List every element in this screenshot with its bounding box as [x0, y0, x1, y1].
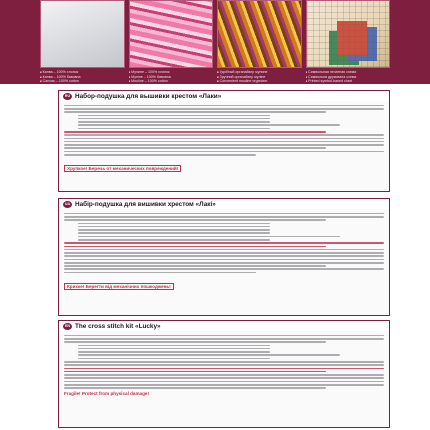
photo-thread-organizer	[217, 0, 302, 68]
feature-item: ■ Зручний органайзер муліне	[217, 75, 302, 80]
feature-item: ■ Символьная печатная схема	[306, 70, 391, 75]
fragile-warning: Крихке! Берегти від механічних пошкоджень!	[64, 283, 174, 290]
feature-item: ■ Printed symbol-based chart	[306, 79, 391, 84]
language-badge: RU	[64, 94, 71, 98]
feature-item: ■ Канва – 100% бавовна	[40, 75, 125, 80]
feature-item: ■ Мулине – 100% хлопок	[129, 70, 214, 75]
feature-col-organizer	[217, 68, 302, 84]
section-body	[59, 331, 389, 396]
header-band	[0, 0, 430, 84]
feature-item: ■ Convenient mouline organizer	[217, 79, 302, 84]
section-title-bar	[59, 199, 389, 209]
feature-item: ■ Муліне – 100% бавовна	[129, 75, 214, 80]
photo-pillow	[40, 0, 125, 68]
section-english	[58, 320, 390, 428]
photo-symbol-chart	[306, 0, 391, 68]
section-title-bar	[59, 91, 389, 101]
photo-strip	[40, 0, 390, 68]
feature-col-canvas	[40, 68, 125, 84]
fragile-warning: Хрупкое! Беречь от механических повреждений!	[64, 165, 181, 172]
feature-item: ■ Символьна друкована схема	[306, 75, 391, 80]
feature-col-mouline	[129, 68, 214, 84]
section-body	[59, 209, 389, 293]
fragile-warning: Fragile! Protect from physical damage!	[64, 390, 150, 396]
feature-item: ■ Canvas – 100% cotton	[40, 79, 125, 84]
section-body	[59, 101, 389, 175]
feature-item: ■ Mouline – 100% cotton	[129, 79, 214, 84]
language-badge: EN	[65, 324, 70, 328]
section-title-bar	[59, 321, 389, 331]
feature-item: ■ Удобный органайзер мулине	[217, 70, 302, 75]
feature-item: ■ Канва – 100% хлопок	[40, 70, 125, 75]
photo-mouline-threads	[129, 0, 214, 68]
feature-col-chart	[306, 68, 391, 84]
section-ukrainian	[58, 198, 390, 316]
section-title: The cross stitch kit «Lucky»	[75, 322, 161, 330]
section-title: Набор-подушка для вышивки крестом «Лаки»	[75, 92, 222, 100]
section-title: Набір-подушка для вишивки хрестом «Лакі»	[75, 200, 216, 208]
language-badge: UA	[64, 202, 71, 206]
feature-captions	[40, 68, 390, 84]
section-russian	[58, 90, 390, 192]
